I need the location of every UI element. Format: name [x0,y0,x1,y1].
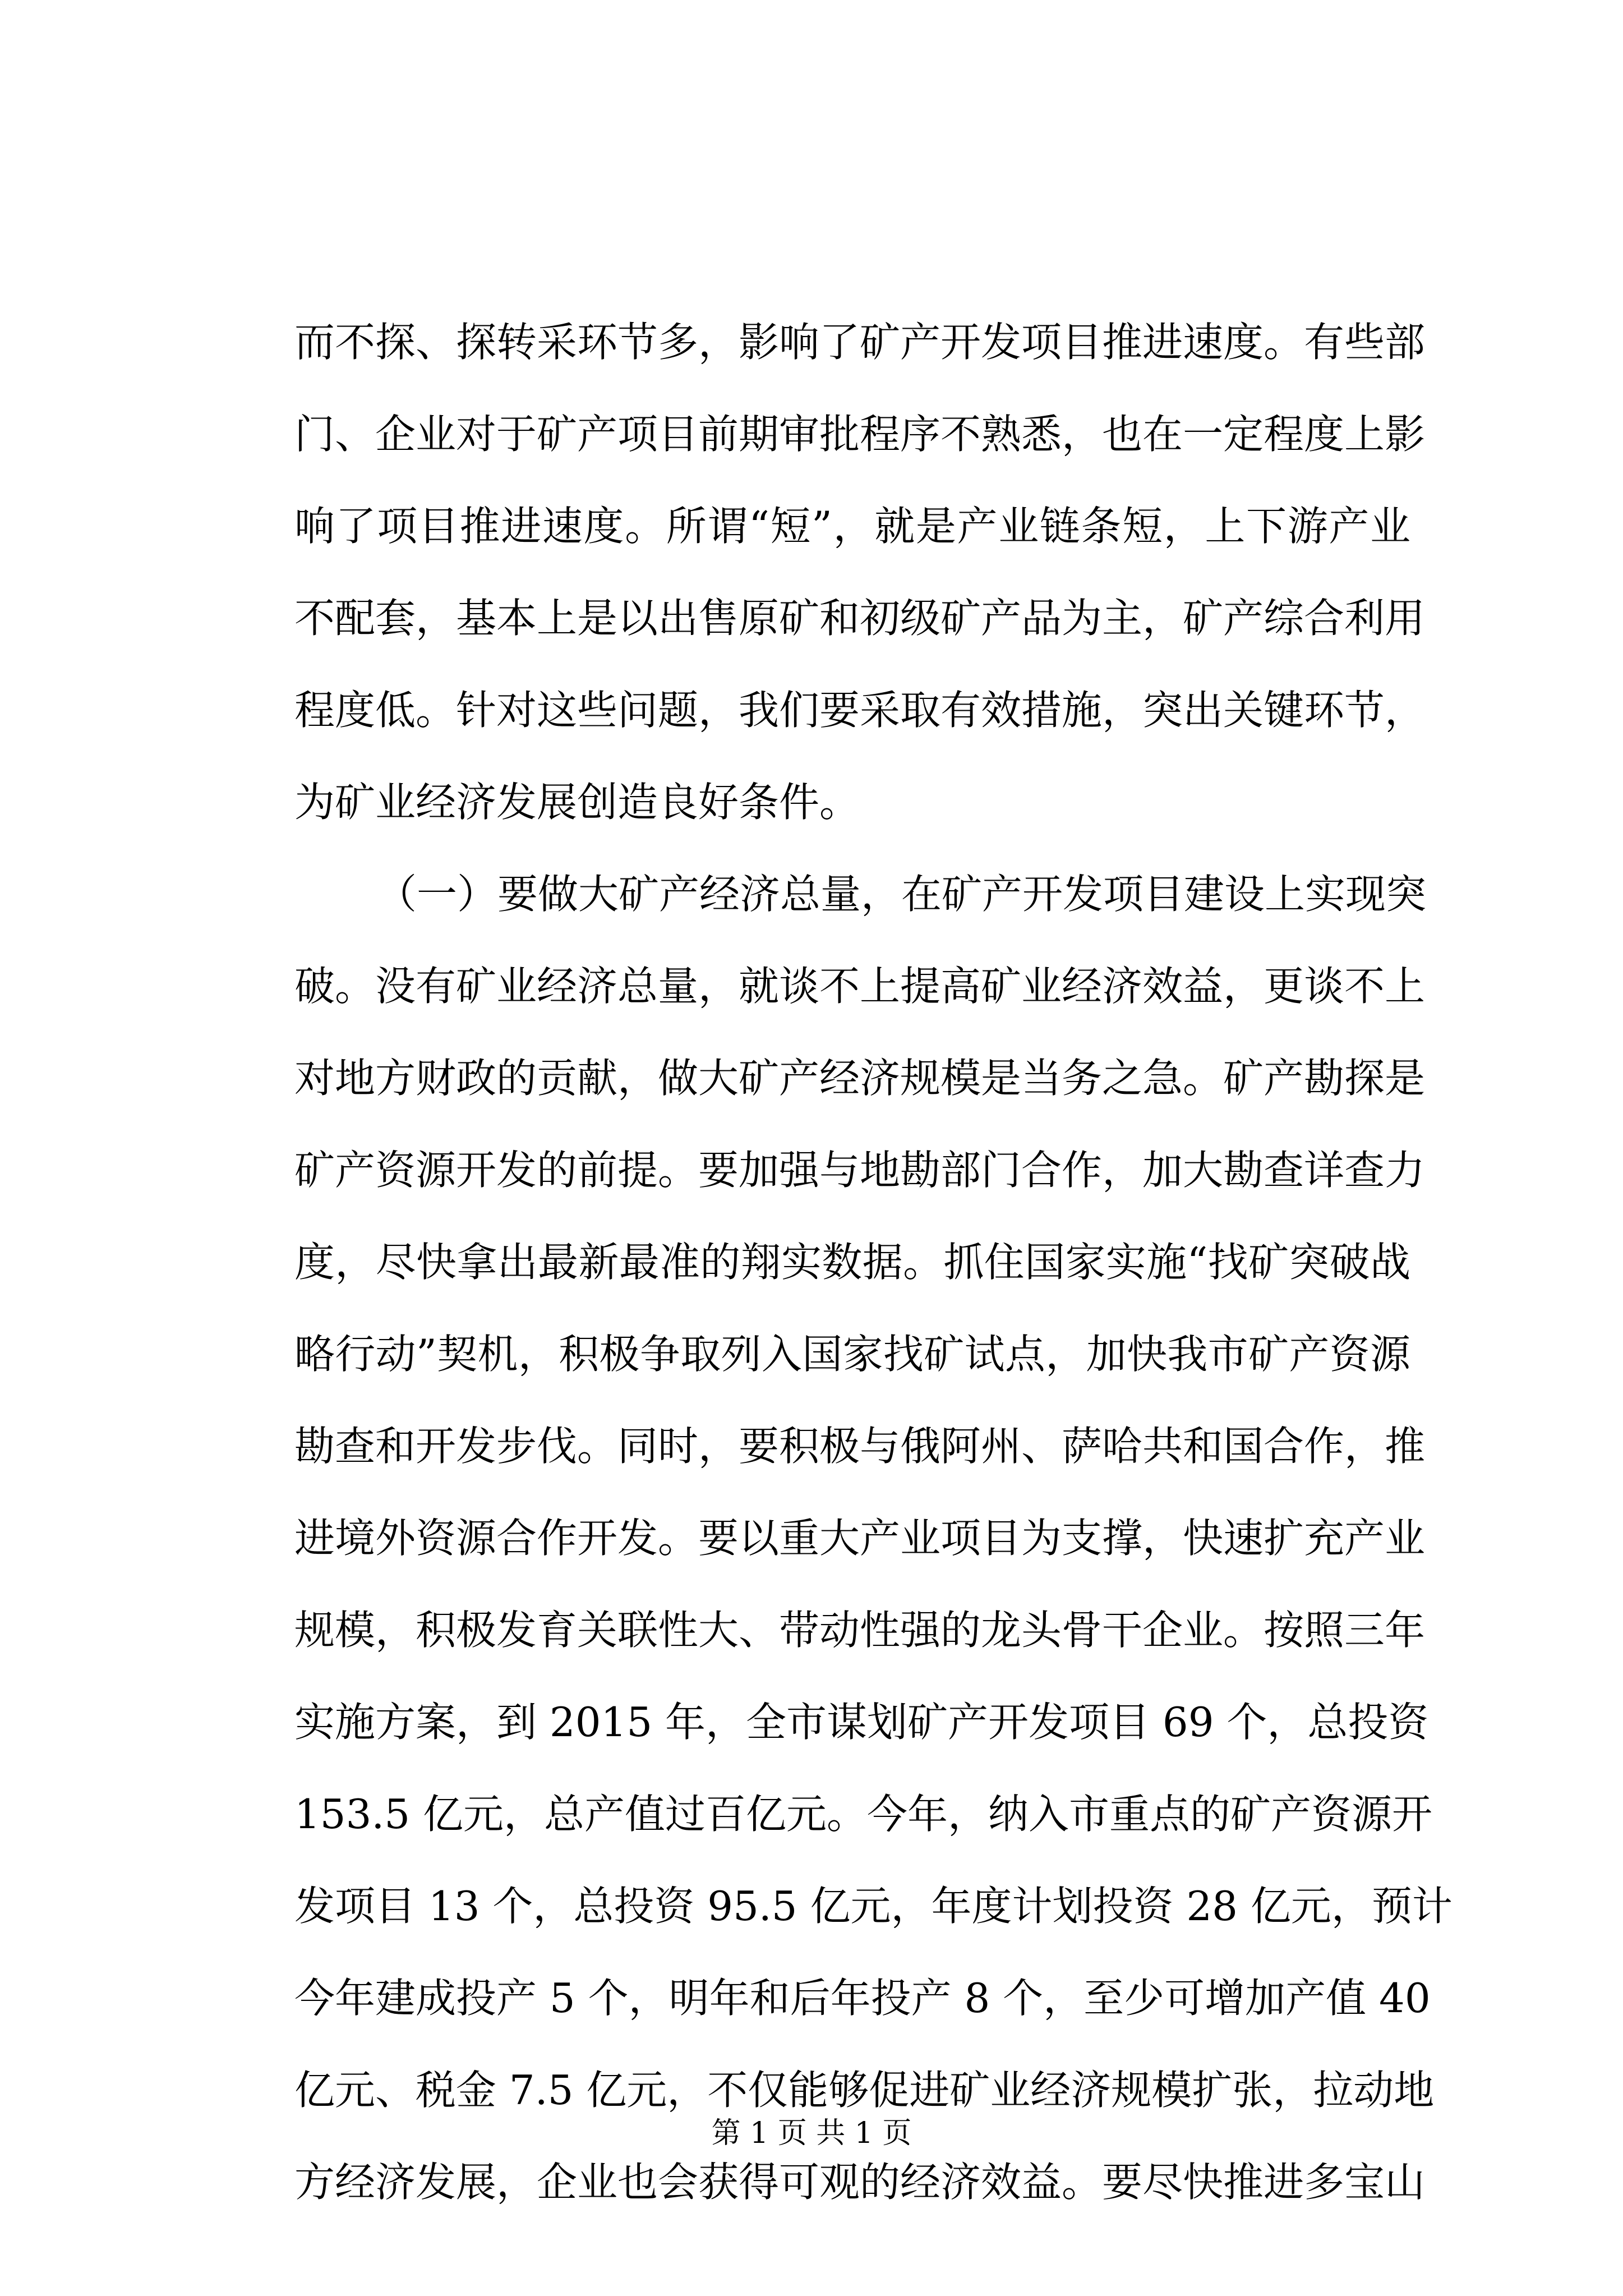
text-line: 度，尽快拿出最新最准的翔实数据。抓住国家实施“找矿突破战 [294,1239,1410,1286]
text-line: 对地方财政的贡献，做大矿产经济规模是当务之急。矿产勘探是 [294,1055,1426,1102]
text-line: 而不探、探转采环节多，影响了矿产开发项目推进速度。有些部 [294,319,1426,366]
text-line: 今年建成投产 5 个，明年和后年投产 8 个，至少可增加产值 40 [294,1975,1431,2022]
text-line: 为矿业经济发展创造良好条件。 [294,779,860,826]
text-line: 方经济发展，企业也会获得可观的经济效益。要尽快推进多宝山 [294,2159,1426,2206]
page-number-label: 第 1 页 共 1 页 [711,2116,912,2150]
text-line: 门、企业对于矿产项目前期审批程序不熟悉，也在一定程度上影 [294,411,1426,458]
text-line: 勘查和开发步伐。同时，要积极与俄阿州、萨哈共和国合作，推 [294,1423,1426,1470]
text-line: 响了项目推进速度。所谓“短”，就是产业链条短，上下游产业 [294,503,1410,550]
text-line: 不配套，基本上是以出售原矿和初级矿产品为主，矿产综合利用 [294,595,1426,642]
text-line: 程度低。针对这些问题，我们要采取有效措施，突出关键环节， [294,687,1426,734]
text-line: 破。没有矿业经济总量，就谈不上提高矿业经济效益，更谈不上 [294,963,1426,1010]
text-line: 153.5 亿元，总产值过百亿元。今年，纳入市重点的矿产资源开 [294,1791,1433,1838]
body-text [294,296,1453,2228]
text-line: 规模，积极发育关联性大、带动性强的龙头骨干企业。按照三年 [294,1607,1426,1654]
text-line: 进境外资源合作开发。要以重大产业项目为支撑，快速扩充产业 [294,1515,1426,1562]
text-line: 实施方案，到 2015 年，全市谋划矿产开发项目 69 个，总投资 [294,1699,1429,1746]
text-line: 亿元、税金 7.5 亿元，不仅能够促进矿业经济规模扩张，拉动地 [294,2067,1435,2114]
text-line: 发项目 13 个，总投资 95.5 亿元，年度计划投资 28 亿元，预计 [294,1883,1453,1930]
page-footer [0,2114,1623,2153]
text-line: 略行动”契机，积极争取列入国家找矿试点，加快我市矿产资源 [294,1331,1410,1378]
text-line: 矿产资源开发的前提。要加强与地勘部门合作，加大勘查详查力 [294,1147,1426,1194]
section-heading-line: （一）要做大矿产经济总量，在矿产开发项目建设上实现突 [376,871,1427,918]
